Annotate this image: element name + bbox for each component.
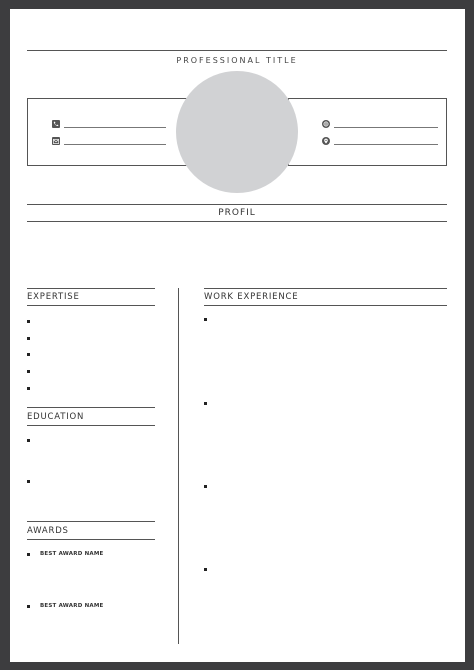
contact-box-right — [288, 98, 447, 166]
globe-icon — [322, 120, 330, 128]
phone-icon — [52, 120, 60, 128]
education-bullet-1 — [27, 439, 30, 442]
work-experience-bottom-rule — [204, 305, 447, 306]
expertise-bullet-2 — [27, 337, 30, 340]
expertise-bullet-3 — [27, 353, 30, 356]
email-field-line[interactable] — [64, 144, 166, 145]
expertise-bottom-rule — [27, 305, 155, 306]
professional-title: PROFESSIONAL TITLE — [176, 56, 298, 65]
education-bottom-rule — [27, 425, 155, 426]
awards-bottom-rule — [27, 539, 155, 540]
expertise-heading: EXPERTISE — [27, 292, 80, 302]
education-heading: EDUCATION — [27, 412, 85, 422]
column-divider — [178, 288, 179, 644]
website-field-line[interactable] — [334, 127, 438, 128]
location-pin-icon — [322, 137, 330, 145]
work-experience-bullet-3 — [204, 485, 207, 488]
expertise-bullet-1 — [27, 320, 30, 323]
expertise-bullet-4 — [27, 370, 30, 373]
awards-heading: AWARDS — [27, 526, 69, 536]
work-experience-top-rule — [204, 288, 447, 289]
education-top-rule — [27, 407, 155, 408]
award-name-2: BEST AWARD NAME — [40, 603, 104, 609]
phone-field-line[interactable] — [64, 127, 166, 128]
award-bullet-2 — [27, 605, 30, 608]
expertise-bullet-5 — [27, 387, 30, 390]
work-experience-bullet-4 — [204, 568, 207, 571]
profile-photo-placeholder[interactable] — [176, 71, 298, 193]
work-experience-bullet-1 — [204, 318, 207, 321]
award-bullet-1 — [27, 553, 30, 556]
email-icon — [52, 137, 60, 145]
work-experience-bullet-2 — [204, 402, 207, 405]
awards-top-rule — [27, 521, 155, 522]
profil-heading: PROFIL — [218, 208, 256, 218]
work-experience-heading: WORK EXPERIENCE — [204, 292, 299, 302]
award-name-1: BEST AWARD NAME — [40, 551, 104, 557]
contact-box-left — [27, 98, 187, 166]
profil-bottom-rule — [27, 221, 447, 222]
expertise-top-rule — [27, 288, 155, 289]
address-field-line[interactable] — [334, 144, 438, 145]
education-bullet-2 — [27, 480, 30, 483]
profil-top-rule — [27, 204, 447, 205]
header-top-rule — [27, 50, 447, 51]
